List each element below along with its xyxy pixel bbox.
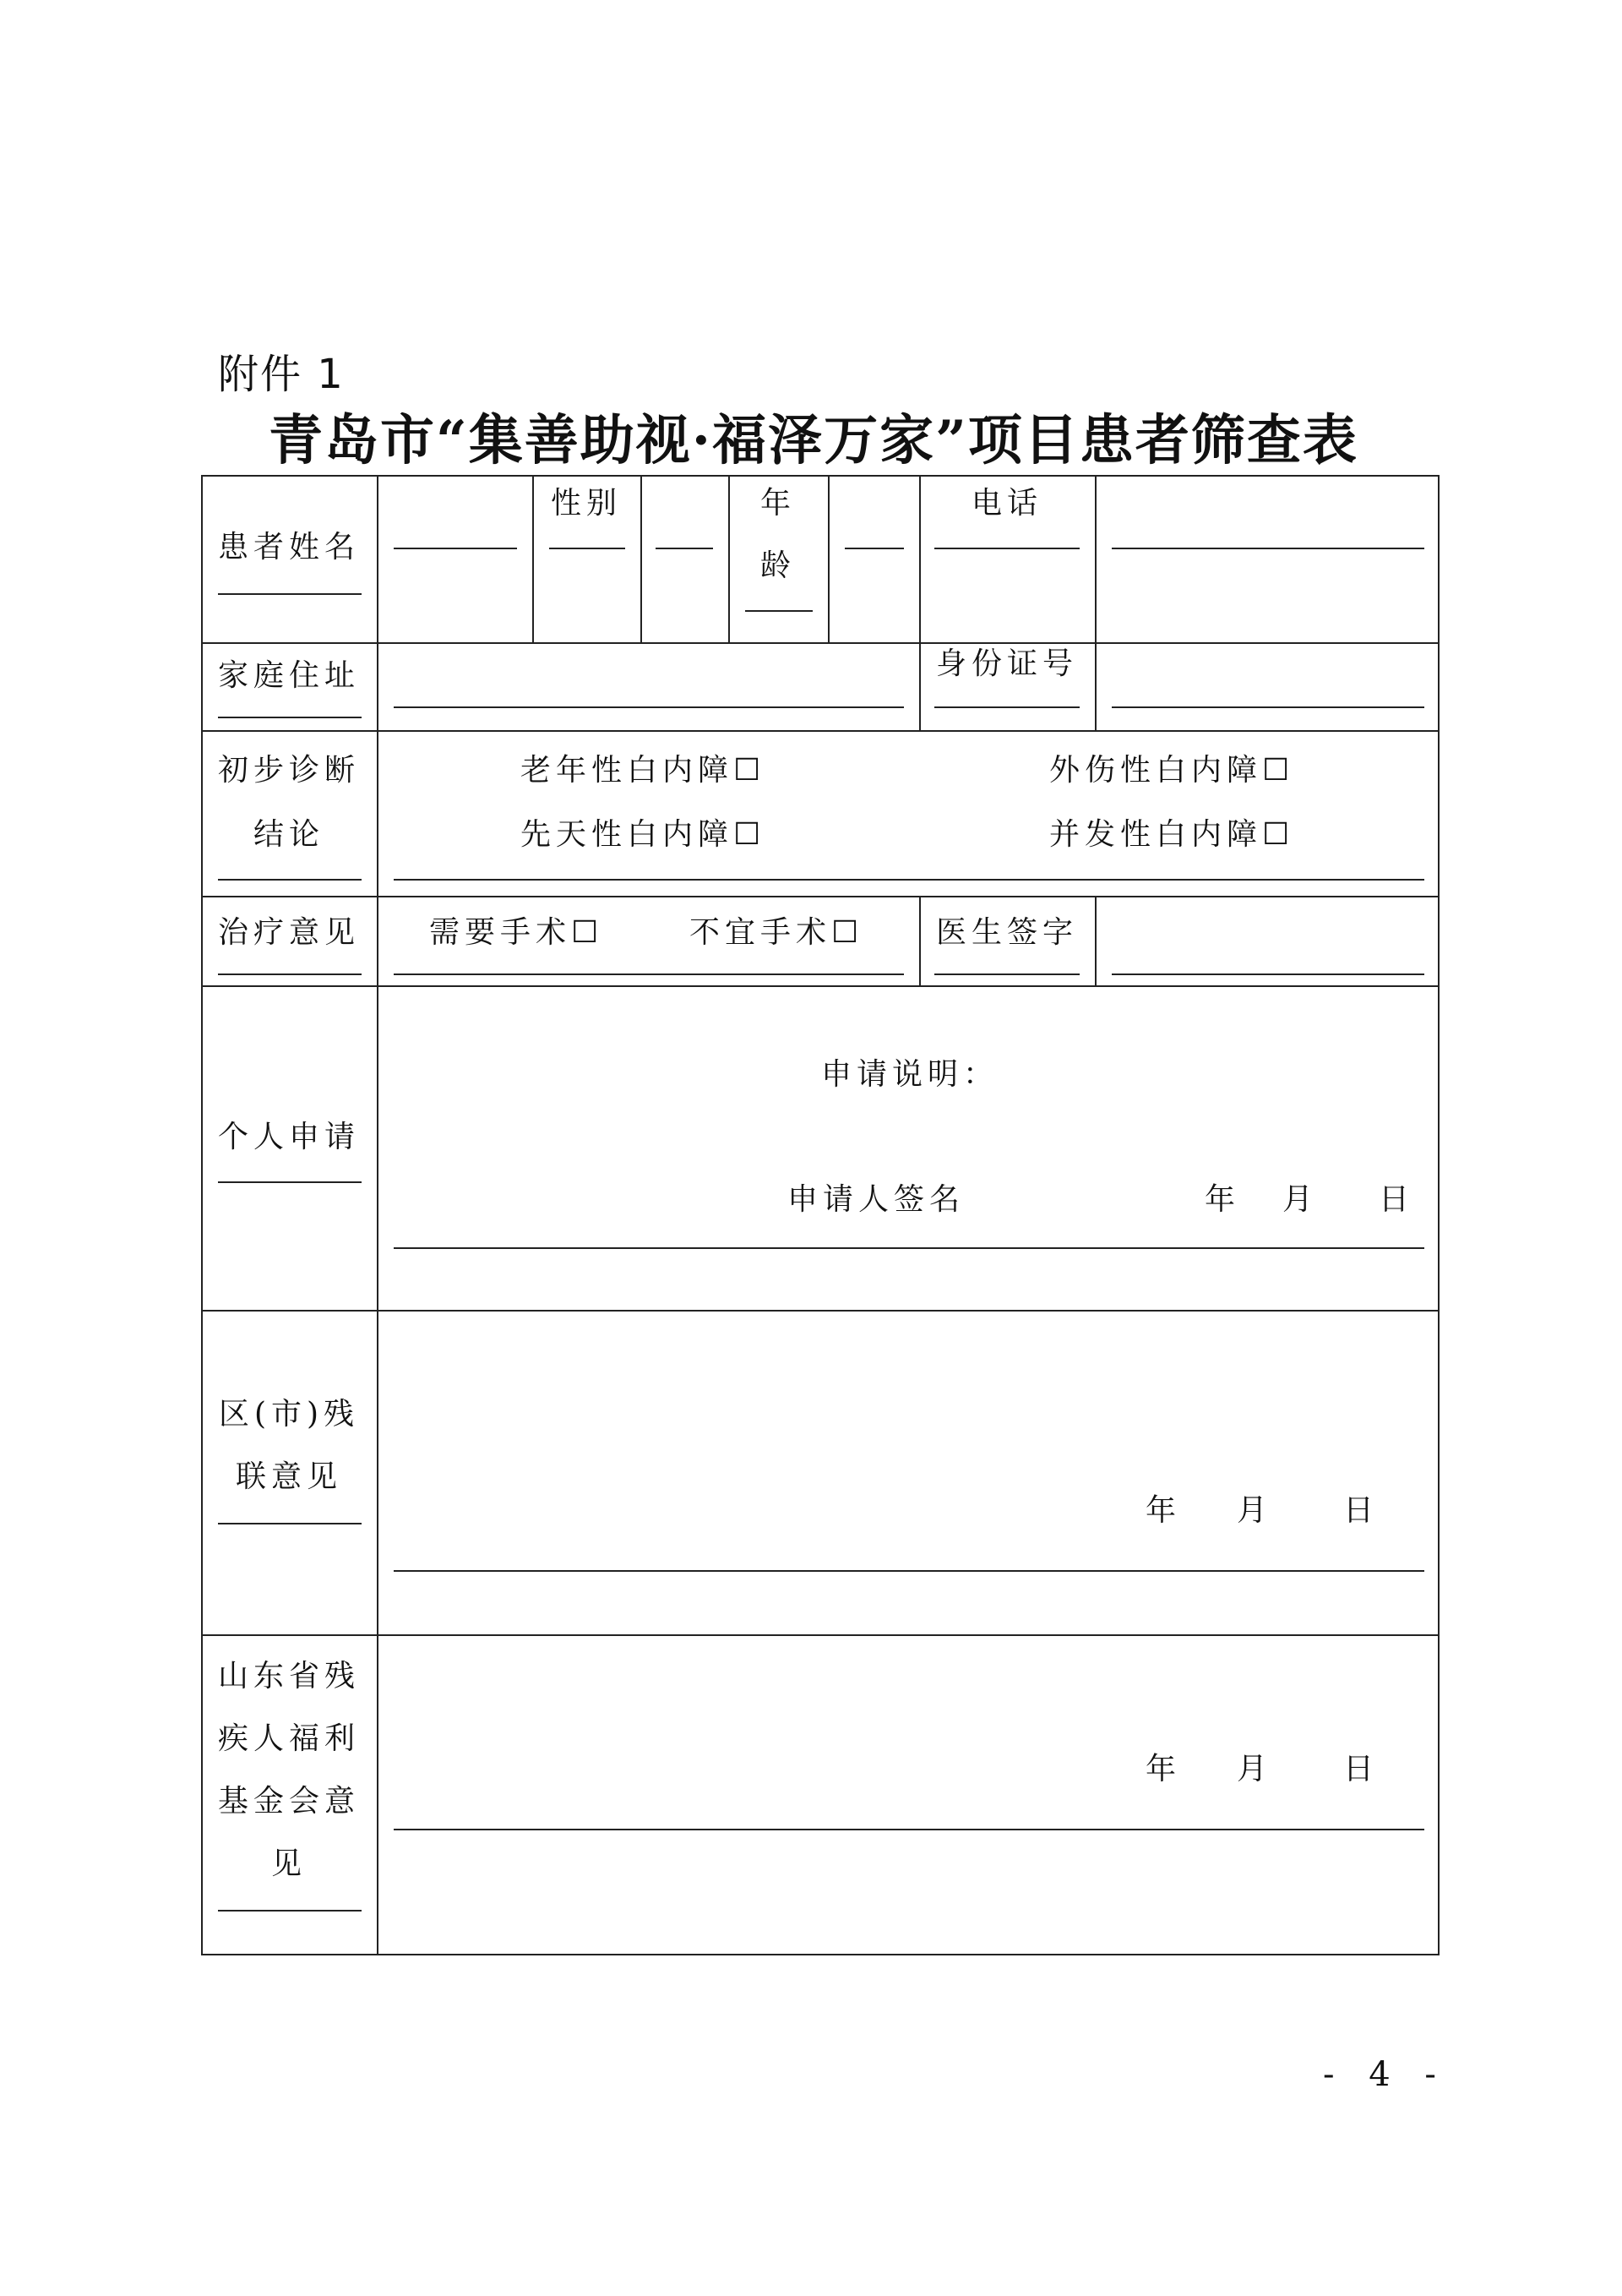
- address-label: 家庭住址: [217, 658, 360, 693]
- district-signature-line[interactable]: [394, 1570, 1424, 1572]
- patient-name-field[interactable]: [394, 548, 517, 549]
- diagnosis-underline: [394, 879, 1424, 881]
- cell-divider: [640, 475, 642, 642]
- diagnosis-option-complicated[interactable]: 并发性白内障☐: [1049, 817, 1295, 852]
- treatment-label: 治疗意见: [217, 915, 360, 950]
- row-divider: [201, 642, 1440, 644]
- treatment-option-surgery[interactable]: 需要手术☐: [429, 915, 604, 950]
- doctor-signature-label: 医生签字: [935, 915, 1078, 950]
- page-number: - 4 -: [1323, 2055, 1448, 2094]
- form-border-left: [201, 475, 203, 1955]
- personal-application-label: 个人申请: [217, 1120, 360, 1154]
- application-note-label: 申请说明：: [821, 1057, 999, 1092]
- id-number-label: 身份证号: [935, 646, 1078, 681]
- date-month: 月: [1237, 1493, 1273, 1528]
- cell-divider: [1095, 896, 1097, 985]
- date-day: 日: [1379, 1182, 1415, 1217]
- age-underline: [745, 610, 813, 612]
- cell-divider: [1095, 475, 1097, 730]
- diagnosis-label-line1: 初步诊断: [217, 753, 360, 788]
- form-border-bottom: [201, 1954, 1440, 1955]
- row-divider: [201, 730, 1440, 732]
- age-label-top: 年: [759, 486, 796, 521]
- cell-divider: [828, 475, 830, 642]
- province-opinion-label-line2: 疾人福利: [217, 1721, 360, 1756]
- age-label-bottom: 龄: [759, 548, 796, 583]
- form-border-top: [201, 475, 1440, 477]
- treatment-option-no-surgery[interactable]: 不宜手术☐: [689, 915, 864, 950]
- diagnosis-option-senile[interactable]: 老年性白内障☐: [520, 753, 766, 788]
- id-number-field[interactable]: [1112, 706, 1424, 708]
- province-signature-line[interactable]: [394, 1829, 1424, 1830]
- phone-label: 电话: [971, 486, 1042, 521]
- row-divider: [201, 985, 1440, 987]
- gender-label: 性别: [550, 486, 622, 521]
- applicant-signature-label: 申请人签名: [787, 1182, 966, 1217]
- label-underline: [218, 973, 362, 975]
- page-title: 青岛市“集善助视·福泽万家”项目患者筛查表: [269, 409, 1358, 472]
- doctor-underline: [934, 973, 1080, 975]
- phone-field[interactable]: [1112, 548, 1424, 549]
- label-underline: [218, 1910, 362, 1912]
- diagnosis-option-congenital[interactable]: 先天性白内障☐: [520, 817, 766, 852]
- date-month: 月: [1282, 1182, 1319, 1217]
- date-day: 日: [1343, 1752, 1380, 1786]
- row-divider: [201, 1310, 1440, 1312]
- personal-signature-line[interactable]: [394, 1247, 1424, 1249]
- gender-underline: [549, 548, 625, 549]
- province-opinion-label-line3: 基金会意: [217, 1784, 360, 1819]
- diagnosis-label-line2: 结论: [253, 817, 324, 852]
- doctor-signature-field[interactable]: [1112, 973, 1424, 975]
- gender-field[interactable]: [656, 548, 713, 549]
- label-underline: [218, 1181, 362, 1183]
- province-opinion-label-line1: 山东省残: [217, 1659, 360, 1693]
- label-underline: [218, 717, 362, 718]
- row-divider: [201, 896, 1440, 897]
- label-underline: [218, 1523, 362, 1524]
- date-year: 年: [1146, 1752, 1182, 1786]
- form-border-right: [1438, 475, 1440, 1955]
- row-divider: [201, 1634, 1440, 1636]
- label-underline: [218, 879, 362, 881]
- screening-form: [201, 475, 1440, 1955]
- treatment-underline: [394, 973, 904, 975]
- phone-underline: [934, 548, 1080, 549]
- address-field[interactable]: [394, 706, 904, 708]
- label-column-divider: [377, 475, 378, 1955]
- diagnosis-option-traumatic[interactable]: 外伤性白内障☐: [1049, 753, 1295, 788]
- date-year: 年: [1146, 1493, 1182, 1528]
- district-opinion-label-line1: 区(市)残: [218, 1397, 360, 1432]
- patient-name-label: 患者姓名: [217, 530, 360, 564]
- district-opinion-label-line2: 联意见: [235, 1459, 342, 1494]
- attachment-label: 附件 1: [218, 351, 345, 398]
- age-field[interactable]: [845, 548, 904, 549]
- label-underline: [218, 593, 362, 595]
- id-underline: [934, 706, 1080, 708]
- date-year: 年: [1205, 1182, 1241, 1217]
- date-day: 日: [1343, 1493, 1380, 1528]
- province-opinion-label-line4: 见: [270, 1846, 307, 1881]
- date-month: 月: [1237, 1752, 1273, 1786]
